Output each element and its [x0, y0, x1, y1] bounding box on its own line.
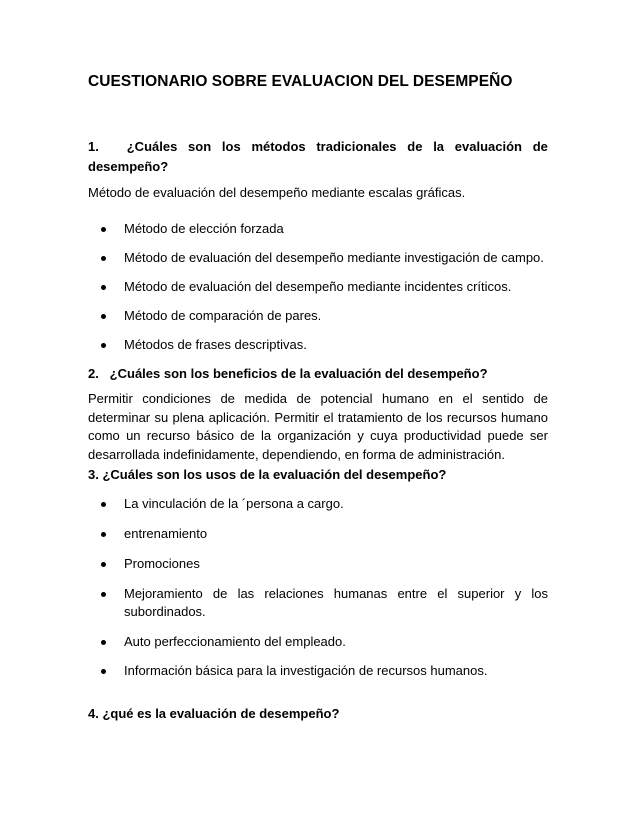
- question-1-continuation: desempeño?: [88, 159, 169, 174]
- question-1-word: evaluación: [454, 139, 522, 154]
- list-item-text: Métodos de frases descriptivas.: [124, 337, 307, 352]
- question-2-answer: Permitir condiciones de medida de potencial humano en el sentido de determinar su plena aplicación. Permitir el tratamiento de los recursos humano como un recurso básico de la organización y cuya productividad puede ser desarrollada indefinidamente, dependiendo, en forma de administración.: [88, 391, 548, 462]
- list-item-text: entrenamiento: [124, 526, 208, 541]
- question-1-number: 1.: [88, 139, 99, 154]
- list-item-text: Método de evaluación del desempeño mediante investigación de campo.: [124, 250, 544, 265]
- list-item-text: Método de evaluación del desempeño mediante incidentes críticos.: [124, 279, 512, 294]
- list-item-text: Método de elección forzada: [124, 221, 284, 236]
- list-item-text: Mejoramiento de las relaciones humanas entre el superior y los subordinados.: [124, 586, 548, 619]
- question-1-word: métodos: [251, 139, 306, 154]
- list-item-text: Auto perfeccionamiento del empleado.: [124, 634, 346, 649]
- question-1-word: tradicionales: [316, 139, 397, 154]
- question-1-heading: [88, 137, 548, 177]
- list-item-text: Información básica para la investigación de recursos humanos.: [124, 663, 488, 678]
- question-1-word: la: [433, 139, 445, 154]
- document-title: CUESTIONARIO SOBRE EVALUACION DEL DESEMPEÑO: [88, 73, 513, 90]
- list-item-text: La vinculación de la ´persona a cargo.: [124, 496, 344, 511]
- question-1-word: de: [532, 139, 548, 154]
- question-1-word: son: [188, 139, 212, 154]
- question-1-word: los: [221, 139, 241, 154]
- question-3-heading: 3. ¿Cuáles son los usos de la evaluación del desempeño?: [88, 467, 447, 482]
- question-1-word: ¿Cuáles: [126, 139, 178, 154]
- list-item-text: Promociones: [124, 556, 200, 571]
- question-4-heading: 4. ¿qué es la evaluación de desempeño?: [88, 706, 340, 721]
- document-page: [88, 0, 548, 826]
- question-1-word: de: [407, 139, 423, 154]
- list-item-text: Método de comparación de pares.: [124, 308, 322, 323]
- question-1-intro: Método de evaluación del desempeño mediante escalas gráficas.: [88, 185, 466, 200]
- question-1-line-1: [88, 137, 548, 157]
- question-2-heading: 2. ¿Cuáles son los beneficios de la evaluación del desempeño?: [88, 366, 488, 381]
